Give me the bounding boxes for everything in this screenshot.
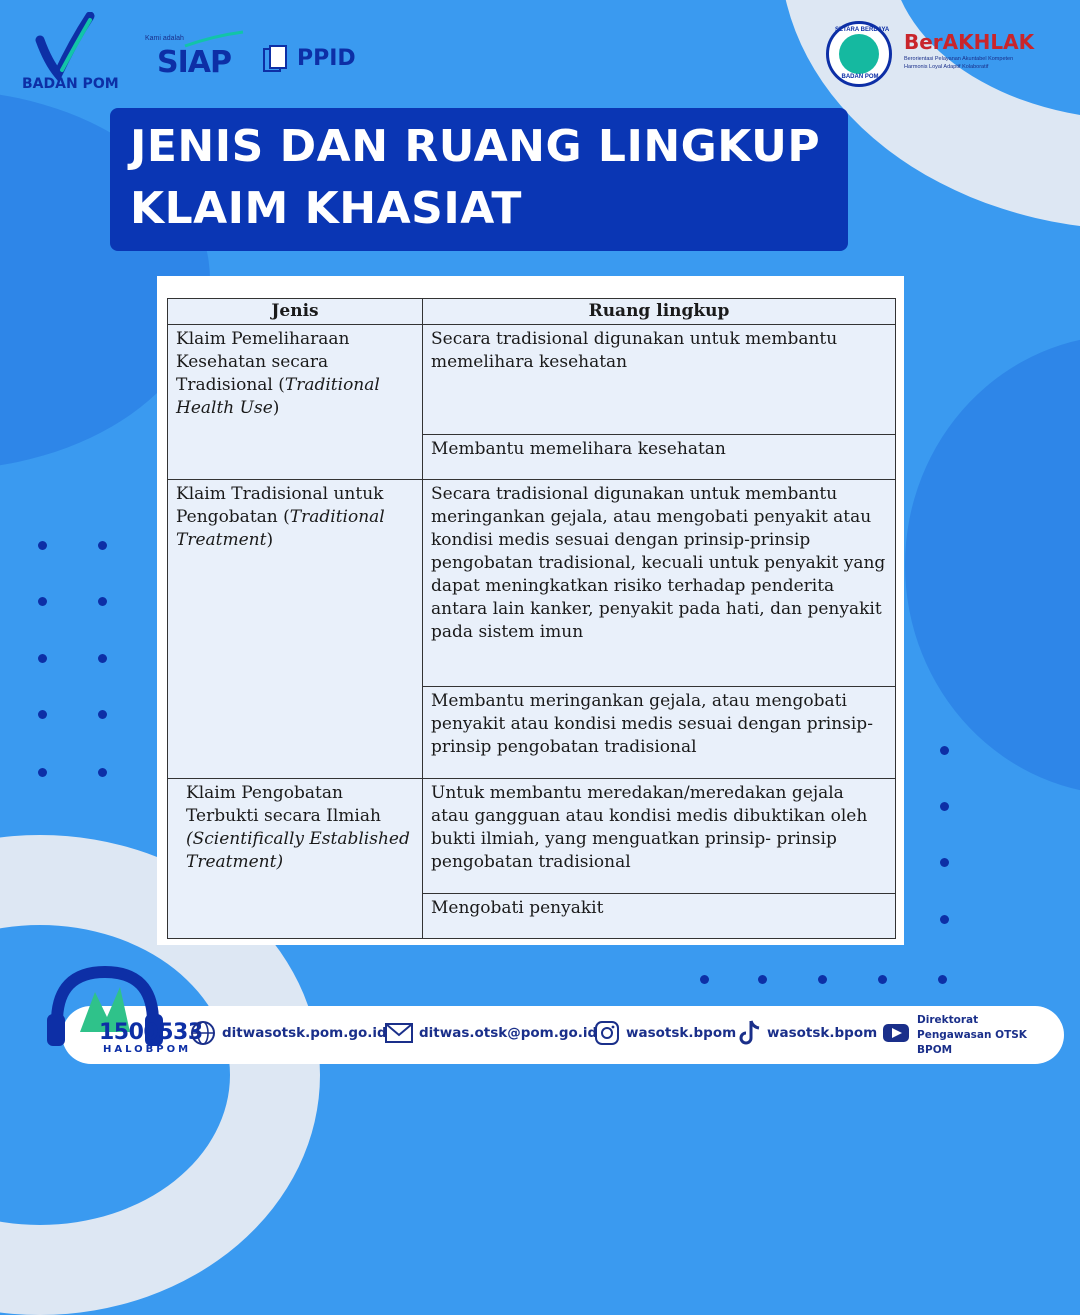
globe-icon <box>190 1020 216 1046</box>
instagram-icon <box>594 1020 620 1046</box>
scope-cell: Untuk membantu meredakan/meredakan gejala atau gangguan atau kondisi medis dibuktikan oleh bukti ilmiah, yang menguatkan prinsip- prinsip pengobatan tradisional <box>423 779 896 894</box>
youtube-line-2: Pengawasan OTSK <box>917 1029 1027 1041</box>
tiktok-icon <box>737 1019 761 1047</box>
scope-cell: Membantu meringankan gejala, atau mengobati penyakit atau kondisi medis sesuai dengan prinsip-prinsip pengobatan tradisional <box>423 687 896 779</box>
page-title-line-1: JENIS DAN RUANG LINGKUP <box>130 121 821 172</box>
setara-berdaya-seal <box>826 21 892 87</box>
scope-cell: Secara tradisional digunakan untuk membantu meringankan gejala, atau mengobati penyakit atau kondisi medis sesuai dengan prinsip-prinsip pengobatan tradisional, kecuali untuk penyakit yang dapat meningkatkan risiko terhadap penderita antara lain kanker, penyakit pada hati, dan penyakit pada sistem imun <box>423 480 896 687</box>
table-row <box>168 779 896 894</box>
header-ruang-lingkup: Ruang lingkup <box>423 299 896 325</box>
berakhlak-wordmark: BerAKHLAK <box>904 30 1035 54</box>
instagram-handle[interactable]: wasotsk.bpom <box>626 1025 737 1041</box>
berakhlak-logo <box>904 30 1054 78</box>
badan-pom-wordmark: BADAN POM <box>22 76 119 92</box>
youtube-icon[interactable] <box>883 1024 909 1042</box>
youtube-line-1: Direktorat <box>917 1014 979 1026</box>
footer-email[interactable] <box>385 1018 597 1048</box>
jenis-cell: Klaim Pemeliharaan Kesehatan secara Tradisional (Traditional Health Use) <box>168 325 423 480</box>
seal-top-text: SETARA BERDAYA <box>835 27 890 33</box>
table-header-row <box>168 299 896 325</box>
mail-icon <box>385 1022 413 1044</box>
scope-cell: Mengobati penyakit <box>423 894 896 939</box>
bg-blob-right <box>905 335 1080 795</box>
jenis-cell: Klaim Pengobatan Terbukti secara Ilmiah (Scientifically Established Treatment) <box>168 779 423 939</box>
table-row <box>168 325 896 435</box>
hotline-number: 1500533 <box>99 1020 203 1045</box>
footer-website[interactable] <box>190 1018 387 1048</box>
email-link[interactable]: ditwas.otsk@pom.go.id <box>419 1025 598 1041</box>
ppid-logo <box>262 43 354 77</box>
youtube-channel[interactable] <box>917 1013 1027 1058</box>
header-jenis: Jenis <box>168 299 423 325</box>
scope-cell: Membantu memelihara kesehatan <box>423 435 896 480</box>
seal-center-icon <box>839 34 879 74</box>
halo-bpom-badge[interactable] <box>45 962 203 1062</box>
table-row <box>168 480 896 687</box>
berakhlak-tagline-1: Berorientasi Pelayanan Akuntabel Kompeten <box>904 56 1014 62</box>
siap-wordmark: SIAP <box>157 45 231 80</box>
tiktok-handle[interactable]: wasotsk.bpom <box>767 1025 878 1041</box>
badan-pom-logo <box>18 12 119 97</box>
footer-instagram[interactable] <box>594 1018 736 1048</box>
siap-logo <box>143 30 248 86</box>
berakhlak-tagline-2: Harmonis Loyal Adaptif Kolaboratif <box>904 64 989 70</box>
seal-bottom-text: BADAN POM <box>841 74 879 80</box>
website-link[interactable]: ditwasotsk.pom.go.id <box>222 1025 387 1041</box>
siap-tagline: Kami adalah <box>145 35 184 42</box>
claims-table <box>167 298 896 939</box>
jenis-cell: Klaim Tradisional untuk Pengobatan (Traditional Treatment) <box>168 480 423 779</box>
ppid-wordmark: PPID <box>297 46 356 71</box>
halo-bpom-label: HALOBPOM <box>103 1044 192 1055</box>
youtube-line-3: BPOM <box>917 1044 953 1056</box>
scope-cell: Secara tradisional digunakan untuk membantu memelihara kesehatan <box>423 325 896 435</box>
footer-tiktok[interactable] <box>737 1018 877 1048</box>
page-title-line-2: KLAIM KHASIAT <box>130 183 522 234</box>
